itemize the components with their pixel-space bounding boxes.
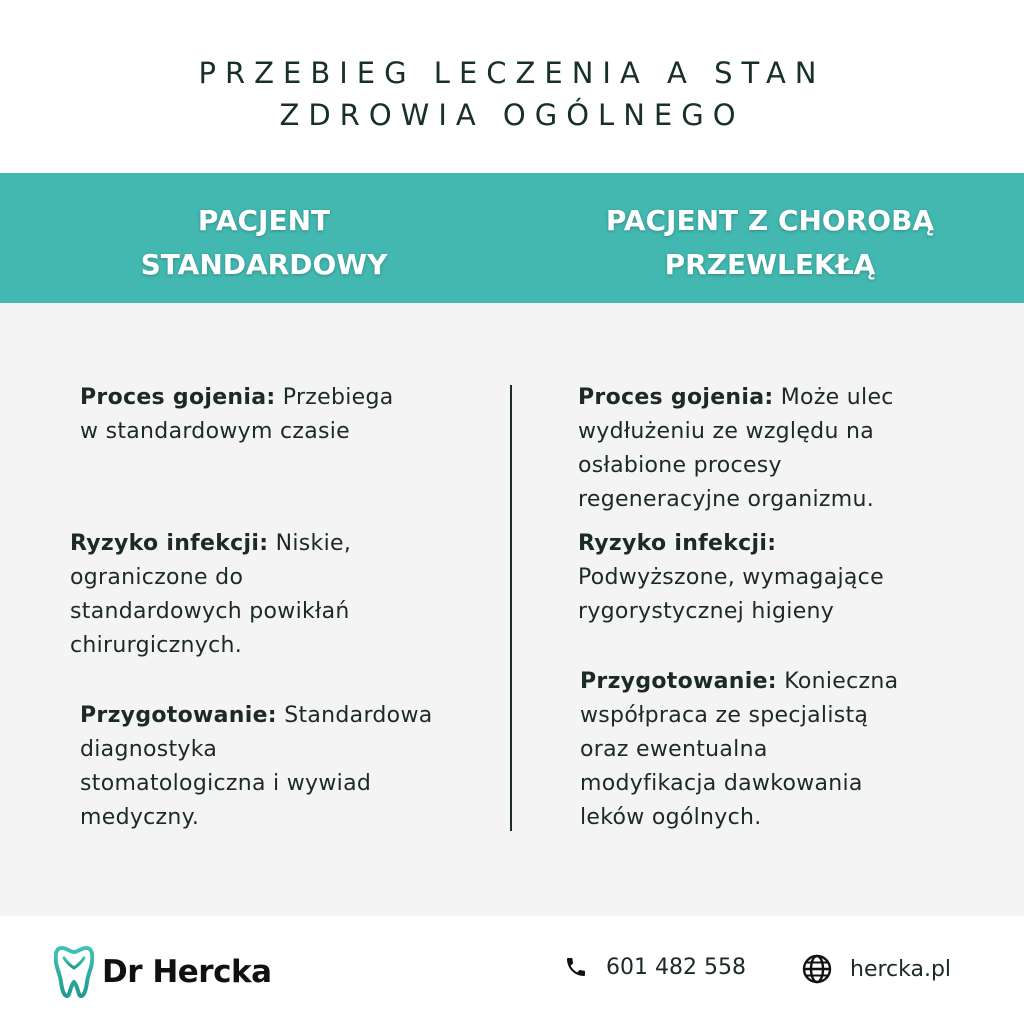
phone-icon	[564, 954, 588, 980]
item-label: Ryzyko infekcji:	[578, 531, 777, 556]
page-title-line-1: PRZEBIEG LECZENIA A STAN	[198, 56, 826, 90]
right-infection-item	[578, 527, 884, 629]
item-text: współpraca ze specjalistą	[580, 703, 869, 728]
left-healing-item	[80, 381, 394, 449]
website-link: hercka.pl	[850, 956, 952, 982]
item-line	[578, 527, 884, 561]
item-text: Może ulec	[773, 385, 894, 410]
item-text: osłabione procesy	[578, 453, 782, 478]
left-preparation-item	[80, 699, 433, 835]
footer	[0, 916, 1024, 1024]
item-text: Niskie,	[268, 531, 352, 556]
item-label: Przygotowanie:	[80, 703, 277, 728]
phone-contact[interactable]	[564, 954, 746, 980]
comparison-panel	[0, 303, 1024, 916]
item-text: wydłużeniu ze względu na	[578, 419, 875, 444]
tooth-icon	[54, 946, 94, 998]
left-infection-item	[70, 527, 351, 663]
item-text: ograniczone do	[70, 565, 244, 590]
item-text: regeneracyjne organizmu.	[578, 487, 875, 512]
item-line	[580, 665, 898, 699]
item-text: stomatologiczna i wywiad	[80, 771, 372, 796]
column-heading-chronic-patient	[560, 199, 980, 287]
item-text: chirurgicznych.	[70, 633, 243, 658]
item-text: oraz ewentualna	[580, 737, 768, 762]
item-line	[70, 527, 351, 561]
column-heading-standard-patient	[100, 199, 428, 287]
column-heading-right-line-2: PRZEWLEKŁĄ	[664, 248, 876, 281]
item-line	[578, 381, 894, 415]
item-text: leków ogólnych.	[580, 805, 762, 830]
item-label: Przygotowanie:	[580, 669, 777, 694]
item-label: Ryzyko infekcji:	[70, 531, 269, 556]
page-title-line-2: ZDROWIA OGÓLNEGO	[279, 98, 745, 132]
item-text: modyfikacja dawkowania	[580, 771, 863, 796]
item-text: medyczny.	[80, 805, 200, 830]
item-text: rygorystycznej higieny	[578, 599, 835, 624]
globe-icon	[802, 954, 832, 984]
item-line	[80, 699, 433, 733]
item-text: diagnostyka	[80, 737, 218, 762]
item-label: Proces gojenia:	[80, 385, 276, 410]
brand-name: Dr Hercka	[102, 954, 272, 990]
item-text: Podwyższone, wymagające	[578, 565, 884, 590]
column-heading-left-line-1: PACJENT	[197, 204, 331, 237]
column-heading-right-line-1: PACJENT Z CHOROBĄ	[605, 204, 935, 237]
right-healing-item	[578, 381, 894, 517]
item-text: Standardowa	[276, 703, 433, 728]
page-title	[0, 52, 1024, 136]
column-header-band	[0, 173, 1024, 303]
item-text: w standardowym czasie	[80, 419, 350, 444]
item-line	[80, 381, 394, 415]
column-heading-left-line-2: STANDARDOWY	[140, 248, 388, 281]
item-text: standardowych powikłań	[70, 599, 350, 624]
right-preparation-item	[580, 665, 898, 835]
item-text: Przebiega	[275, 385, 394, 410]
item-text: Konieczna	[776, 669, 899, 694]
brand-logo[interactable]	[54, 946, 271, 998]
item-label: Proces gojenia:	[578, 385, 774, 410]
website-contact[interactable]	[802, 954, 951, 984]
column-divider	[510, 385, 512, 831]
phone-number: 601 482 558	[606, 954, 746, 980]
